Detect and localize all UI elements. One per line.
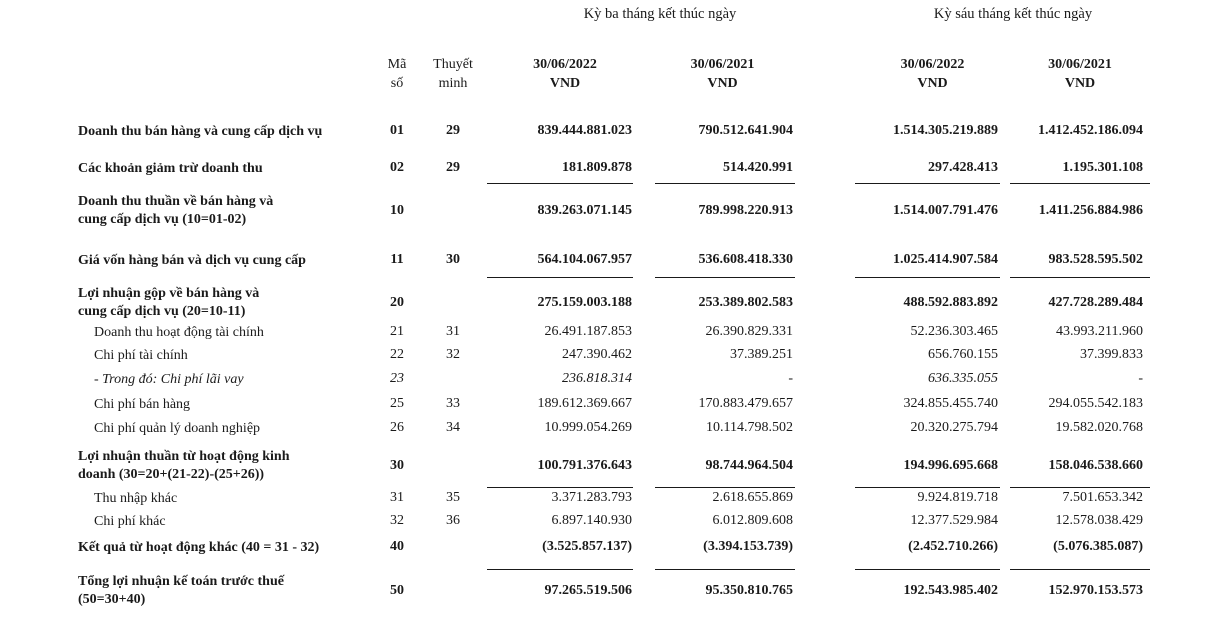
row-code: 02 bbox=[390, 160, 404, 175]
row-label-line: Tổng lợi nhuận kế toán trước thuế bbox=[78, 574, 284, 589]
row-code: 50 bbox=[390, 583, 404, 598]
row-value: 514.420.991 bbox=[723, 160, 793, 175]
row-value: 26.491.187.853 bbox=[544, 324, 632, 339]
row-label bbox=[78, 285, 259, 321]
row-value: (2.452.710.266) bbox=[908, 539, 998, 554]
col-header-q2-2022: 30/06/2022 VND bbox=[533, 57, 597, 91]
row-label-line: Các khoản giảm trừ doanh thu bbox=[78, 161, 263, 176]
row-note: 33 bbox=[446, 396, 460, 411]
row-label bbox=[78, 123, 322, 141]
row-label-line: Chi phí khác bbox=[94, 514, 166, 529]
row-value: 789.998.220.913 bbox=[698, 203, 793, 218]
row-value: 536.608.418.330 bbox=[698, 252, 793, 267]
row-code: 10 bbox=[390, 203, 404, 218]
row-note: 29 bbox=[446, 160, 460, 175]
row-value: 95.350.810.765 bbox=[705, 583, 793, 598]
col-header-note: Thuyết minh bbox=[433, 57, 473, 91]
row-code: 01 bbox=[390, 123, 404, 138]
row-value: 170.883.479.657 bbox=[698, 396, 793, 411]
sum-rule bbox=[487, 487, 633, 488]
row-code: 21 bbox=[390, 324, 404, 339]
row-value: 10.114.798.502 bbox=[706, 420, 793, 435]
row-value: 20.320.275.794 bbox=[910, 420, 998, 435]
row-code: 30 bbox=[390, 458, 404, 473]
row-label bbox=[94, 347, 188, 365]
row-code: 11 bbox=[390, 252, 404, 267]
row-value: 1.411.256.884.986 bbox=[1038, 203, 1143, 218]
row-value: 98.744.964.504 bbox=[705, 458, 793, 473]
row-value: 100.791.376.643 bbox=[537, 458, 632, 473]
row-value: (3.394.153.739) bbox=[703, 539, 793, 554]
row-label-line: Lợi nhuận gộp về bán hàng và bbox=[78, 286, 260, 301]
row-value: 324.855.455.740 bbox=[903, 396, 998, 411]
row-label bbox=[94, 513, 166, 531]
row-value: 10.999.054.269 bbox=[544, 420, 632, 435]
period-header-three-month: Kỳ ba tháng kết thúc ngày bbox=[583, 6, 737, 22]
row-note: 32 bbox=[446, 347, 460, 362]
row-note: 36 bbox=[446, 513, 460, 528]
row-label bbox=[78, 252, 306, 270]
sum-rule bbox=[655, 569, 795, 570]
row-value: 275.159.003.188 bbox=[537, 295, 632, 310]
row-value: 152.970.153.573 bbox=[1048, 583, 1143, 598]
row-value: 636.335.055 bbox=[928, 371, 998, 386]
col-header-h1-2022: 30/06/2022 VND bbox=[900, 57, 965, 91]
row-value: 247.390.462 bbox=[562, 347, 632, 362]
row-value: 236.818.314 bbox=[562, 371, 632, 386]
row-value: 1.025.414.907.584 bbox=[893, 252, 998, 267]
sum-rule bbox=[1010, 569, 1150, 570]
row-value: 294.055.542.183 bbox=[1048, 396, 1143, 411]
row-value: 488.592.883.892 bbox=[903, 295, 998, 310]
row-label-line: Doanh thu hoạt động tài chính bbox=[94, 325, 264, 340]
row-value: 253.389.802.583 bbox=[698, 295, 793, 310]
sum-rule bbox=[487, 183, 633, 184]
row-code: 32 bbox=[390, 513, 404, 528]
row-value: 181.809.878 bbox=[562, 160, 632, 175]
row-value: 97.265.519.506 bbox=[544, 583, 632, 598]
row-value: 839.444.881.023 bbox=[537, 123, 632, 138]
row-value: 6.897.140.930 bbox=[551, 513, 632, 528]
row-value: 297.428.413 bbox=[928, 160, 998, 175]
row-value: (3.525.857.137) bbox=[542, 539, 632, 554]
row-value: 192.543.985.402 bbox=[903, 583, 998, 598]
sum-rule bbox=[1010, 277, 1150, 278]
row-value: - bbox=[788, 371, 793, 386]
row-note: 31 bbox=[446, 324, 460, 339]
row-code: 22 bbox=[390, 347, 404, 362]
row-label-line: Kết quả từ hoạt động khác (40 = 31 - 32) bbox=[78, 540, 320, 555]
row-label-line: Thu nhập khác bbox=[94, 491, 178, 506]
row-code: 23 bbox=[390, 371, 404, 386]
row-label-line: - Trong đó: Chi phí lãi vay bbox=[94, 372, 244, 387]
sum-rule bbox=[855, 487, 1000, 488]
row-code: 20 bbox=[390, 295, 404, 310]
row-label bbox=[94, 324, 264, 342]
row-note: 29 bbox=[446, 123, 460, 138]
row-label-line: Lợi nhuận thuần từ hoạt động kinh bbox=[78, 449, 290, 464]
row-value: 189.612.369.667 bbox=[537, 396, 632, 411]
row-note: 35 bbox=[446, 490, 460, 505]
sum-rule bbox=[655, 277, 795, 278]
row-value: - bbox=[1138, 371, 1143, 386]
row-value: 37.389.251 bbox=[730, 347, 793, 362]
sum-rule bbox=[655, 183, 795, 184]
sum-rule bbox=[1010, 183, 1150, 184]
row-value: 194.996.695.668 bbox=[903, 458, 998, 473]
row-value: (5.076.385.087) bbox=[1053, 539, 1143, 554]
row-label bbox=[78, 160, 263, 178]
sum-rule bbox=[855, 277, 1000, 278]
period-header-six-month: Kỳ sáu tháng kết thúc ngày bbox=[933, 6, 1093, 22]
row-code: 25 bbox=[390, 396, 404, 411]
row-label bbox=[78, 539, 319, 557]
row-label bbox=[94, 490, 177, 508]
row-value: 158.046.538.660 bbox=[1048, 458, 1143, 473]
row-code: 26 bbox=[390, 420, 404, 435]
row-label-line: doanh (30=20+(21-22)-(25+26)) bbox=[78, 467, 265, 482]
row-value: 43.993.211.960 bbox=[1056, 324, 1143, 339]
row-value: 1.195.301.108 bbox=[1062, 160, 1143, 175]
sum-rule bbox=[855, 569, 1000, 570]
col-header-code: Mã số bbox=[387, 57, 407, 91]
row-label-line: Doanh thu bán hàng và cung cấp dịch vụ bbox=[78, 124, 323, 139]
row-label bbox=[94, 420, 260, 438]
row-value: 52.236.303.465 bbox=[910, 324, 998, 339]
col-header-q2-2021: 30/06/2021 VND bbox=[690, 57, 755, 91]
row-code: 31 bbox=[390, 490, 404, 505]
row-value: 427.728.289.484 bbox=[1048, 295, 1143, 310]
sum-rule bbox=[487, 569, 633, 570]
row-note: 30 bbox=[446, 252, 460, 267]
row-label-line: Doanh thu thuần về bán hàng và bbox=[78, 194, 274, 209]
row-label bbox=[78, 448, 289, 484]
row-label-line: cung cấp dịch vụ (20=10-11) bbox=[78, 304, 246, 319]
row-value: 26.390.829.331 bbox=[705, 324, 793, 339]
row-label-line: Chi phí tài chính bbox=[94, 348, 188, 363]
row-value: 1.514.007.791.476 bbox=[893, 203, 998, 218]
row-value: 9.924.819.718 bbox=[917, 490, 998, 505]
row-note: 34 bbox=[446, 420, 460, 435]
col-header-h1-2021: 30/06/2021 VND bbox=[1048, 57, 1112, 91]
row-value: 790.512.641.904 bbox=[698, 123, 793, 138]
row-value: 656.760.155 bbox=[928, 347, 998, 362]
row-value: 1.412.452.186.094 bbox=[1038, 123, 1143, 138]
row-value: 19.582.020.768 bbox=[1055, 420, 1143, 435]
row-label-line: Chi phí quản lý doanh nghiệp bbox=[94, 421, 261, 436]
row-label-line: (50=30+40) bbox=[78, 592, 146, 607]
row-value: 6.012.809.608 bbox=[712, 513, 793, 528]
row-value: 37.399.833 bbox=[1080, 347, 1143, 362]
row-value: 2.618.655.869 bbox=[712, 490, 793, 505]
row-label bbox=[78, 193, 273, 229]
row-value: 1.514.305.219.889 bbox=[893, 123, 998, 138]
row-code: 40 bbox=[390, 539, 404, 554]
row-value: 12.377.529.984 bbox=[910, 513, 998, 528]
row-value: 839.263.071.145 bbox=[537, 203, 632, 218]
row-label-line: cung cấp dịch vụ (10=01-02) bbox=[78, 212, 247, 227]
row-label-line: Giá vốn hàng bán và dịch vụ cung cấp bbox=[78, 253, 306, 268]
row-value: 7.501.653.342 bbox=[1062, 490, 1143, 505]
row-value: 3.371.283.793 bbox=[551, 490, 632, 505]
row-label bbox=[78, 573, 284, 609]
row-value: 12.578.038.429 bbox=[1055, 513, 1143, 528]
sum-rule bbox=[655, 487, 795, 488]
row-label-line: Chi phí bán hàng bbox=[94, 397, 191, 412]
row-value: 564.104.067.957 bbox=[537, 252, 632, 267]
sum-rule bbox=[487, 277, 633, 278]
sum-rule bbox=[1010, 487, 1150, 488]
row-label bbox=[94, 396, 190, 414]
row-value: 983.528.595.502 bbox=[1048, 252, 1143, 267]
row-label bbox=[94, 371, 244, 389]
sum-rule bbox=[855, 183, 1000, 184]
